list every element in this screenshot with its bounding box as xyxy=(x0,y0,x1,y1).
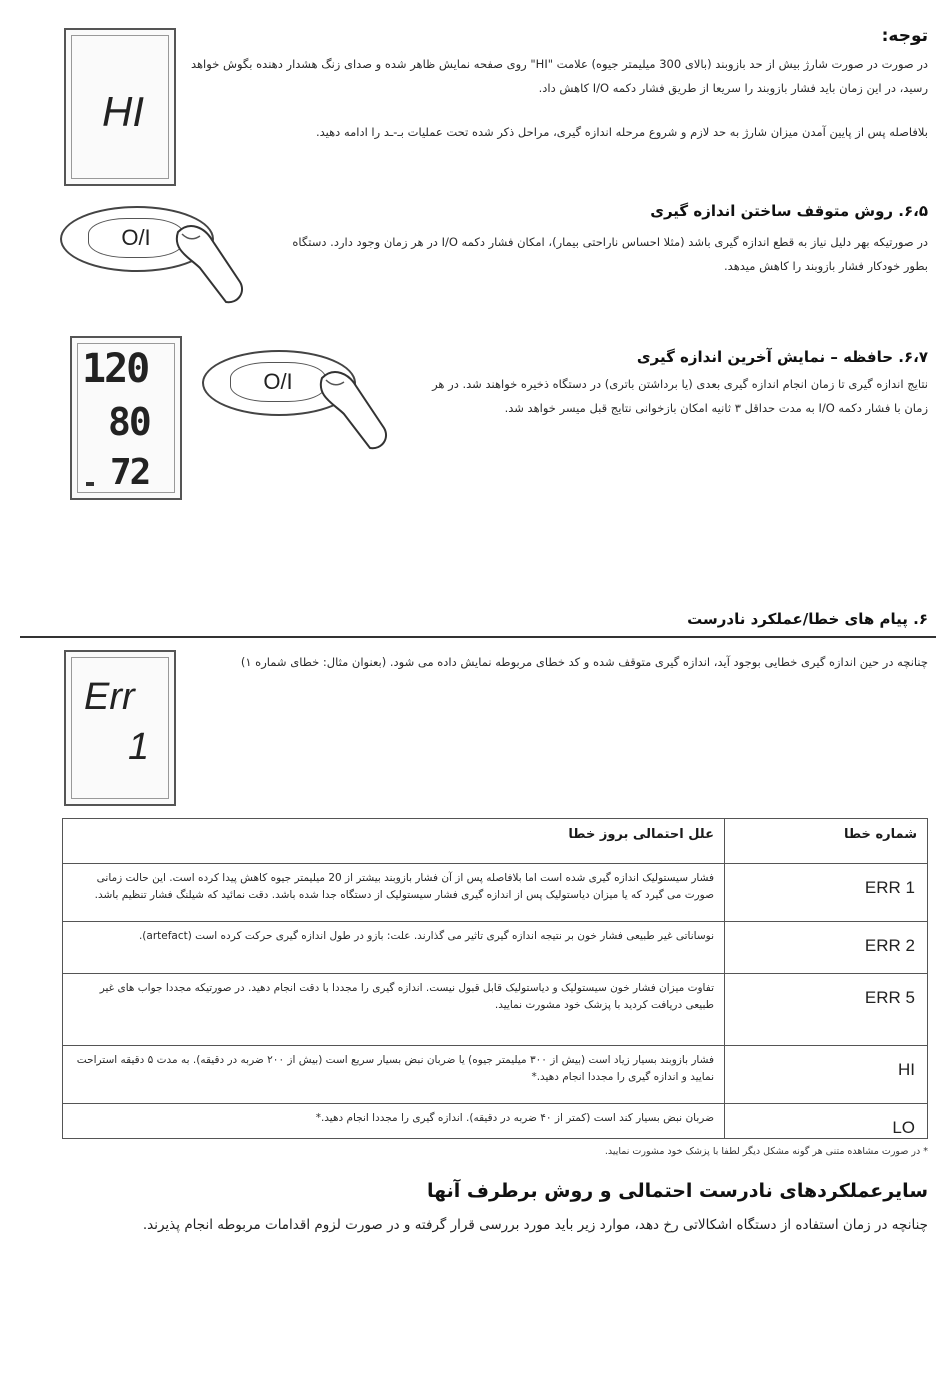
error-code: HI xyxy=(725,1046,928,1104)
memory-lcd-display xyxy=(70,336,182,500)
section-divider xyxy=(20,636,936,638)
section-6-7-title: ۶،۷. حافظه – نمایش آخرین اندازه گیری xyxy=(636,348,928,366)
memory-indicator xyxy=(86,482,94,486)
error-code: LO xyxy=(725,1104,928,1139)
section-6-text: چنانچه در حین اندازه گیری خطایی بوجود آید، اندازه گیری متوقف شده و کد خطای مربوطه نمایش داده می شود. (بعنوان مثال: خطای شماره ۱) xyxy=(240,655,928,669)
error-cause: فشار سیستولیک اندازه گیری شده است اما بلافاصله پس از آن فشار بازوبند بیشتر از 20 میلیمتر جیوه کاهش پیدا کرده است. این حالت زمانی صورت می گیرد که یا میزان دیاستولیک پس از اندازه گیری فشار سیستولیک از دستگاه جدا شده باشد. دقت نمائید که شیلنگ فشار تنظیم باشد. xyxy=(63,864,725,922)
on-off-button-label: O/I xyxy=(88,218,184,258)
error-cause: ضربان نبض بسیار کند است (کمتر از ۴۰ ضربه در دقیقه). اندازه گیری را مجددا انجام دهید.* xyxy=(63,1104,725,1139)
table-header-row xyxy=(63,819,928,864)
error-code: ERR 1 xyxy=(725,864,928,922)
table-row xyxy=(63,1104,928,1139)
error-cause: نوساناتی غیر طبیعی فشار خون بر نتیجه اندازه گیری تاثیر می گذارند. علت: بازو در طول اندازه گیری حرکت کرده است (artefact). xyxy=(63,922,725,974)
section-6-title: ۶. پیام های خطا/عملکرد نادرست xyxy=(687,610,928,628)
hi-lcd-text: HI xyxy=(102,88,144,135)
note-text-1: در صورت در صورت شارژ بیش از حد بازوبند (بالای 300 میلیمتر جیوه) علامت "HI" روی صفحه نمایش ظاهر شده و صدای زنگ هشدار دهنده بگوش خواهد رسید، در این زمان باید فشار بازوبند را سریعا از طریق فشار دکمه I/O کاهش داد. xyxy=(190,57,928,95)
table-row xyxy=(63,922,928,974)
error-cause: فشار بازوبند بسیار زیاد است (بیش از ۳۰۰ میلیمتر جیوه) یا ضربان نبض بسیار سریع است (بیش از ۲۰۰ ضربه در دقیقه). به مدت ۵ دقیقه استراحت نمایید و اندازه گیری را مجددا انجام دهید.* xyxy=(63,1046,725,1104)
section-6-7-text: نتایج اندازه گیری تا زمان انجام اندازه گیری بعدی (یا برداشتن باتری) در دستگاه ذخیره خواهند شد. در هر زمان با فشار دکمه I/O به مدت حداقل ۳ ثانیه امکان بازخوانی نتایج قبل میسر خواهد شد. xyxy=(432,377,928,415)
error-cause: تفاوت میزان فشار خون سیستولیک و دیاستولیک قابل قبول نیست. اندازه گیری را مجددا با دقت انجام دهید. در صورتیکه مجددا جواب های غیر طبیعی دریافت کردید با پزشک خود مشورت نمایید. xyxy=(63,974,725,1046)
memory-pulse: 72 xyxy=(110,452,150,493)
col-header-code: شماره خطا xyxy=(725,819,928,864)
error-code: ERR 5 xyxy=(725,974,928,1046)
note-title: توجه: xyxy=(881,26,928,46)
table-footnote: * در صورت مشاهده متنی هر گونه مشکل دیگر لطفا با پزشک خود مشورت نمایید. xyxy=(604,1146,928,1157)
finger-press-icon-2 xyxy=(304,356,394,456)
memory-diastolic: 80 xyxy=(108,400,150,444)
err-lcd-line2: 1 xyxy=(128,726,150,768)
table-row xyxy=(63,1046,928,1104)
section-6-5-text: در صورتیکه بهر دلیل نیاز به قطع اندازه گیری باشد (مثلا احساس ناراحتی بیمار)، امکان فشار دکمه I/O در هر زمان وجود دارد. دستگاه بطور خودکار فشار بازوبند را کاهش میدهد. xyxy=(292,235,928,273)
col-header-cause: علل احتمالی بروز خطا xyxy=(63,819,725,864)
section-6-5-title: ۶،۵. روش متوقف ساختن اندازه گیری xyxy=(650,202,928,220)
finger-press-icon xyxy=(160,210,250,310)
on-off-button-label-2: O/I xyxy=(230,362,326,402)
error-code: ERR 2 xyxy=(725,922,928,974)
memory-systolic: 120 xyxy=(82,346,149,392)
error-table xyxy=(62,818,928,1139)
table-row xyxy=(63,974,928,1046)
table-row xyxy=(63,864,928,922)
err-lcd-display xyxy=(64,650,176,806)
err-lcd-line1: Err xyxy=(84,676,135,718)
other-text: چنانچه در زمان استفاده از دستگاه اشکالاتی رخ دهد، موارد زیر باید مورد بررسی قرار گرفته و در صورت لزوم اقدامات مربوطه انجام پذیرند. xyxy=(142,1217,928,1233)
hi-lcd-display xyxy=(64,28,176,186)
other-title: سایرعملکردهای نادرست احتمالی و روش برطرف آنها xyxy=(426,1180,928,1202)
note-text-2: بلافاصله پس از پایین آمدن میزان شارژ به حد لازم و شروع مرحله اندازه گیری، مراحل ذکر شده تحت عملیات بـ-ـد را ادامه دهید. xyxy=(315,125,928,139)
